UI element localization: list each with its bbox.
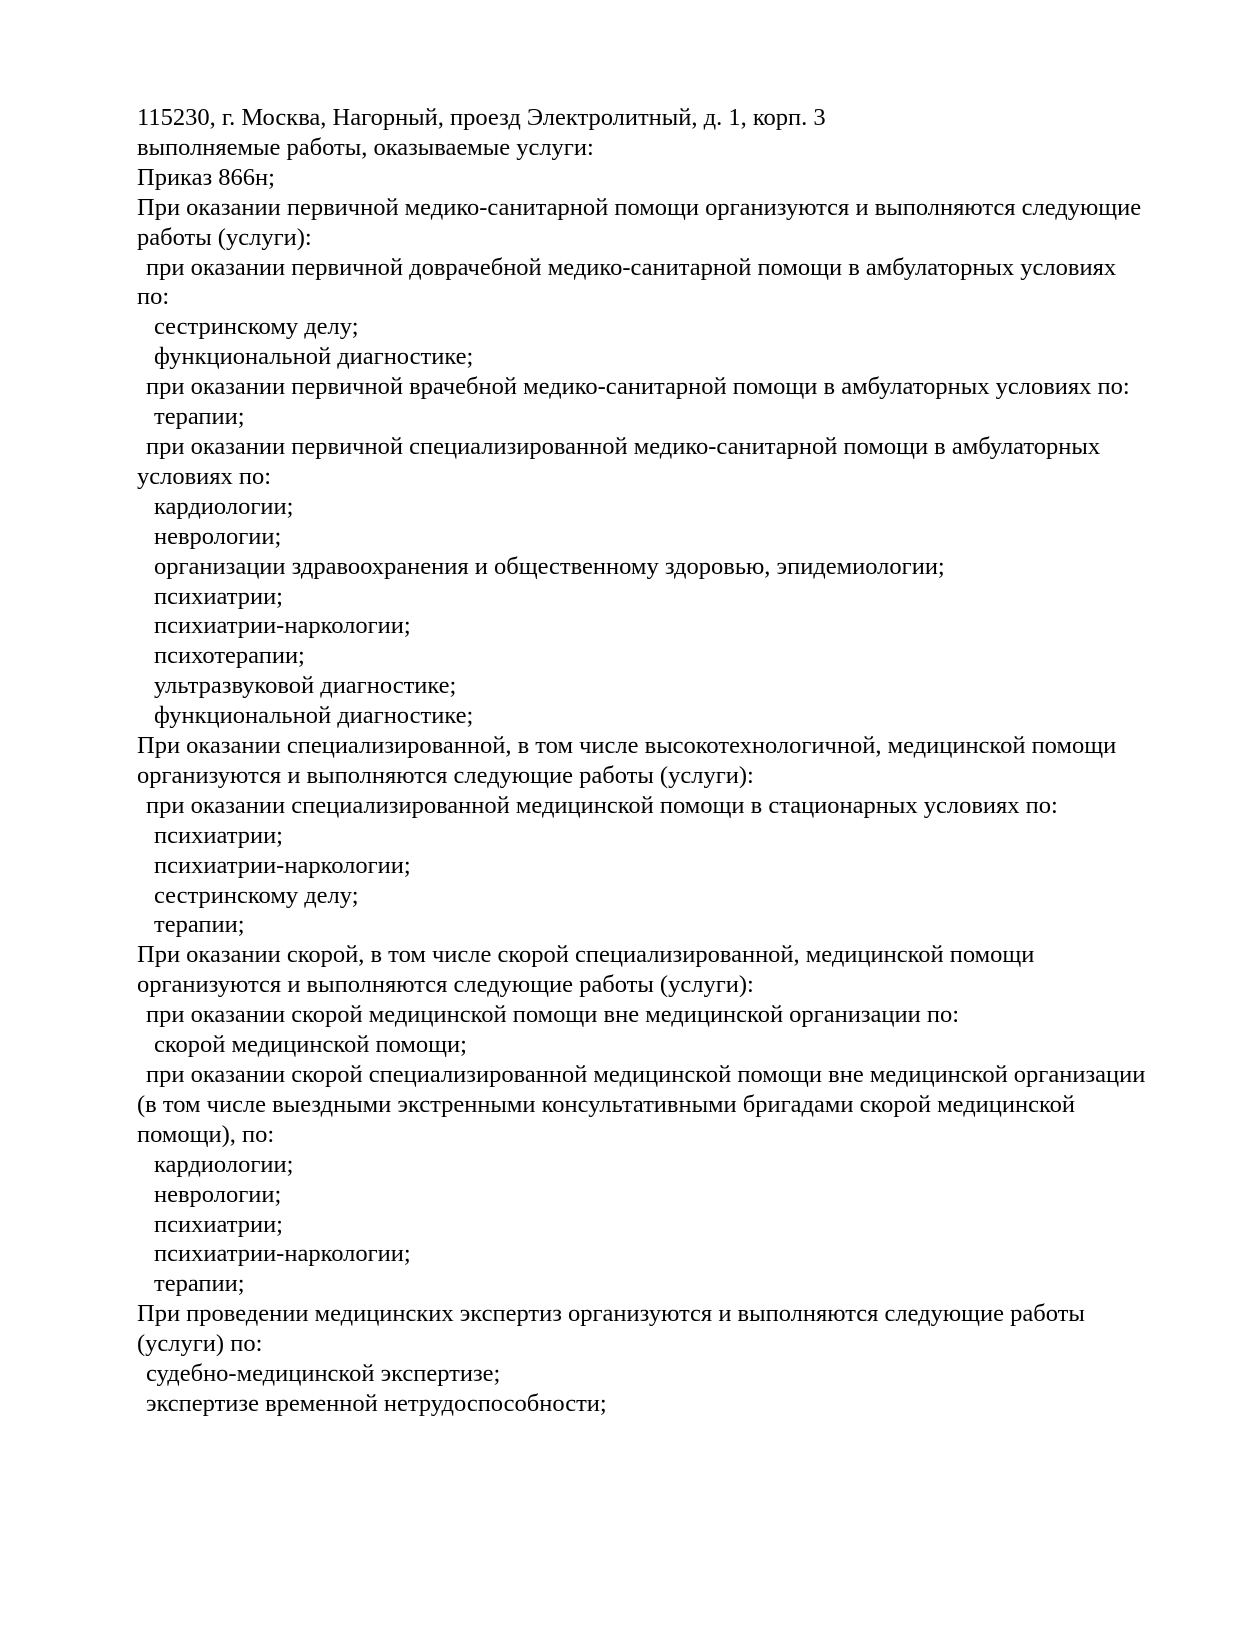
text-line: организуются и выполняются следующие работы (услуги): [137, 761, 754, 789]
text-line: психотерапии; [154, 642, 305, 670]
text-line: судебно-медицинской экспертизе; [146, 1360, 501, 1388]
text-line: психиатрии-наркологии; [154, 1240, 411, 1268]
text-line: помощи), по: [137, 1120, 275, 1148]
text-line: терапии; [154, 403, 245, 431]
text-line: условиях по: [137, 462, 272, 490]
text-line: при оказании скорой медицинской помощи вне медицинской организации по: [146, 1001, 960, 1029]
text-line: психиатрии; [154, 821, 283, 849]
text-line: психиатрии-наркологии; [154, 851, 411, 879]
text-line: при оказании специализированной медицинской помощи в стационарных условиях по: [146, 791, 1058, 819]
text-line: При проведении медицинских экспертиз организуются и выполняются следующие работы [137, 1300, 1085, 1328]
text-line: При оказании специализированной, в том числе высокотехнологичной, медицинской помощи [137, 732, 1117, 760]
text-line: кардиологии; [154, 492, 294, 520]
text-line: функциональной диагностике; [154, 702, 474, 730]
text-line: кардиологии; [154, 1150, 294, 1178]
text-line: выполняемые работы, оказываемые услуги: [137, 133, 594, 161]
text-line: организуются и выполняются следующие работы (услуги): [137, 971, 754, 999]
text-line: функциональной диагностике; [154, 343, 474, 371]
text-line: неврологии; [154, 522, 282, 550]
text-line: сестринскому делу; [154, 313, 359, 341]
text-line: Приказ 866н; [137, 163, 275, 191]
text-line: ультразвуковой диагностике; [154, 672, 457, 700]
text-line: при оказании первичной врачебной медико-санитарной помощи в амбулаторных условиях по: [146, 373, 1130, 401]
text-line: сестринскому делу; [154, 881, 359, 909]
text-line: по: [137, 283, 170, 311]
text-line: организации здравоохранения и общественному здоровью, эпидемиологии; [154, 552, 945, 580]
text-line: 115230, г. Москва, Нагорный, проезд Электролитный, д. 1, корп. 3 [137, 104, 826, 131]
text-line: При оказании первичной медико-санитарной помощи организуются и выполняются следующие [137, 193, 1142, 221]
text-line: при оказании скорой специализированной медицинской помощи вне медицинской организации [146, 1061, 1146, 1088]
document-text-block [137, 103, 1240, 1419]
text-line: При оказании скорой, в том числе скорой специализированной, медицинской помощи [137, 941, 1035, 969]
text-line: при оказании первичной специализированной медико-санитарной помощи в амбулаторных [146, 432, 1101, 460]
text-line: экспертизе временной нетрудоспособности; [146, 1389, 607, 1417]
text-line: (услуги) по: [137, 1330, 263, 1358]
text-line: (в том числе выездными экстренными консультативными бригадами скорой медицинской [137, 1090, 1075, 1118]
text-line: терапии; [154, 1270, 245, 1298]
text-line: неврологии; [154, 1180, 282, 1208]
text-line: при оказании первичной доврачебной медико-санитарной помощи в амбулаторных условиях [146, 253, 1117, 281]
text-line: психиатрии; [154, 582, 283, 610]
text-line: работы (услуги): [137, 223, 312, 251]
text-line: терапии; [154, 911, 245, 939]
text-line: скорой медицинской помощи; [154, 1031, 467, 1059]
text-line: психиатрии; [154, 1210, 283, 1238]
text-line: психиатрии-наркологии; [154, 612, 411, 640]
